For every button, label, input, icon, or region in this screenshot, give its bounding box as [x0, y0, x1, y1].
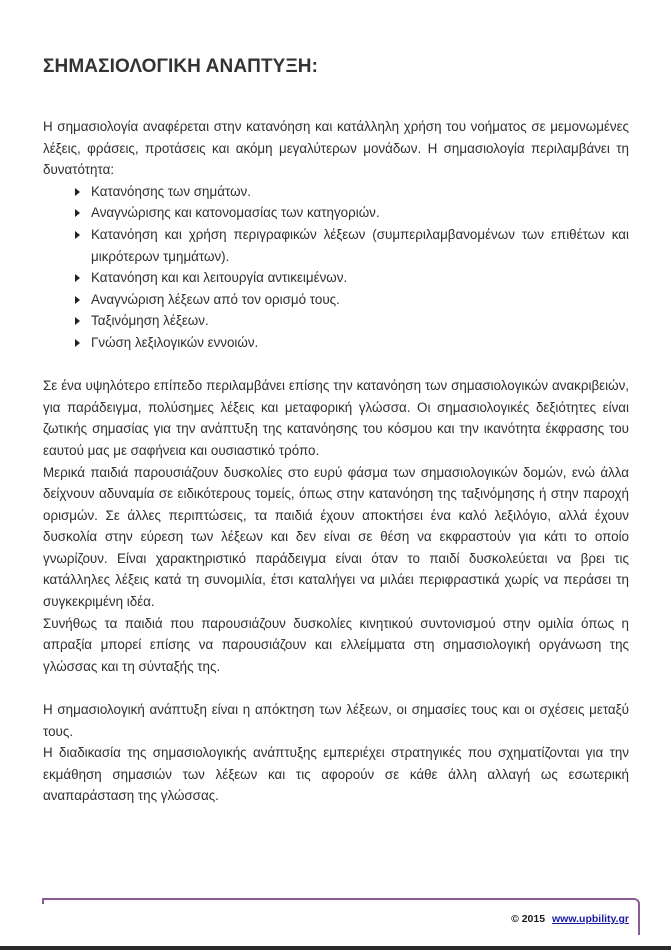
footer-frame-tick — [42, 898, 44, 904]
list-item: Ταξινόμηση λέξεων. — [75, 310, 629, 332]
page-title: ΣΗΜΑΣΙΟΛΟΓΙΚΗ ΑΝΑΠΤΥΞΗ: — [43, 56, 319, 77]
website-link[interactable]: www.upbility.gr — [552, 913, 629, 925]
arrow-bullet-icon — [75, 317, 80, 325]
paragraph-difficulties: Μερικά παιδιά παρουσιάζουν δυσκολίες στο ευρύ φάσμα των σημασιολογικών δομών, ενώ άλλα δείχνουν αδυναμία σε ειδικότερους τομείς, όπως στην κατανόηση της ταξινόμησης ή στην παροχή ορισμών. Σε άλλες περιπτώσεις, τα παιδιά έχουν αποκτήσει ένα καλό λεξιλόγιο, αλλά έχουν δυσκολία στην εύρεση των λέξεων και δεν είναι σε θέση να εκφραστούν για κάτι το οποίο γνωρίζουν. Είναι χαρακτηριστικό παράδειγμα είναι όταν το παιδί δυσκολεύεται να βρει τις κατάλληλες λέξεις κατά τη συνομιλία, έτσι καταλήγει να μιλάει περιφραστικά χωρίς να περάσει τη συγκεκριμένη ιδέα. — [43, 464, 629, 610]
arrow-bullet-icon — [75, 339, 80, 347]
paragraph-higher-level: Σε ένα υψηλότερο επίπεδο περιλαμβάνει επίσης την κατανόηση των σημασιολογικών ανακριβειών, για παράδειγμα, πολύσημες λέξεις και μεταφορική γλώσσα. Οι σημασιολογικές δεξιότητες είναι ζωτικής σημασίας για την ανάπτυξη της κατανόησης του κόσμου και την ικανότητα έκφρασης του εαυτού μας με σαφήνεια και ουσιαστικό τρόπο. — [43, 378, 629, 458]
list-item: Γνώση λεξιλογικών εννοιών. — [75, 332, 629, 354]
list-item: Κατανόηση και και λειτουργία αντικειμένων. — [75, 267, 629, 289]
paragraph-motor-coordination: Συνήθως τα παιδιά που παρουσιάζουν δυσκολίες κινητικού συντονισμού στην ομιλία όπως η απραξία μπορεί επίσης να παρουσιάζουν και ελλείμματα στη σημασιολογική οργάνωση της γλώσσας και τη σύνταξής της. — [43, 615, 629, 674]
list-item: Κατανόηση και χρήση περιγραφικών λέξεων (συμπεριλαμβανομένων των επιθέτων και μικρότερων τμημάτων). — [75, 224, 629, 267]
arrow-bullet-icon — [75, 296, 80, 304]
arrow-bullet-icon — [75, 231, 80, 239]
list-item: Κατανόησης των σημάτων. — [75, 181, 629, 203]
spacer — [43, 677, 629, 699]
bottom-rule — [0, 946, 671, 950]
abilities-list — [43, 181, 629, 354]
list-item: Αναγνώριση λέξεων από τον ορισμό τους. — [75, 289, 629, 311]
paragraph-process: Η διαδικασία της σημασιολογικής ανάπτυξης εμπεριέχει στρατηγικές που σχηματίζονται για την εκμάθηση σημασιών των λέξεων και τις αφορούν σε κάθε άλλη αλλαγή ως εσωτερική αναπαράσταση της γλώσσας. — [43, 745, 629, 804]
arrow-bullet-icon — [75, 274, 80, 282]
arrow-bullet-icon — [75, 188, 80, 196]
intro-paragraph: Η σημασιολογία αναφέρεται στην κατανόηση και κατάλληλη χρήση του νοήματος σε μεμονωμένες λέξεις, φράσεις, προτάσεις και ακόμη μεγαλύτερων μονάδων. Η σημασιολογία περιλαμβάνει τη δυνατότητα: — [43, 119, 629, 178]
spacer — [43, 354, 629, 376]
copyright-text: © 2015 — [511, 913, 546, 925]
arrow-bullet-icon — [75, 209, 80, 217]
body-content — [43, 116, 629, 807]
footer — [511, 913, 629, 925]
paragraph-definition: Η σημασιολογική ανάπτυξη είναι η απόκτηση των λέξεων, οι σημασίες τους και οι σχέσεις μεταξύ τους. — [43, 702, 629, 739]
list-item: Αναγνώρισης και κατονομασίας των κατηγοριών. — [75, 202, 629, 224]
